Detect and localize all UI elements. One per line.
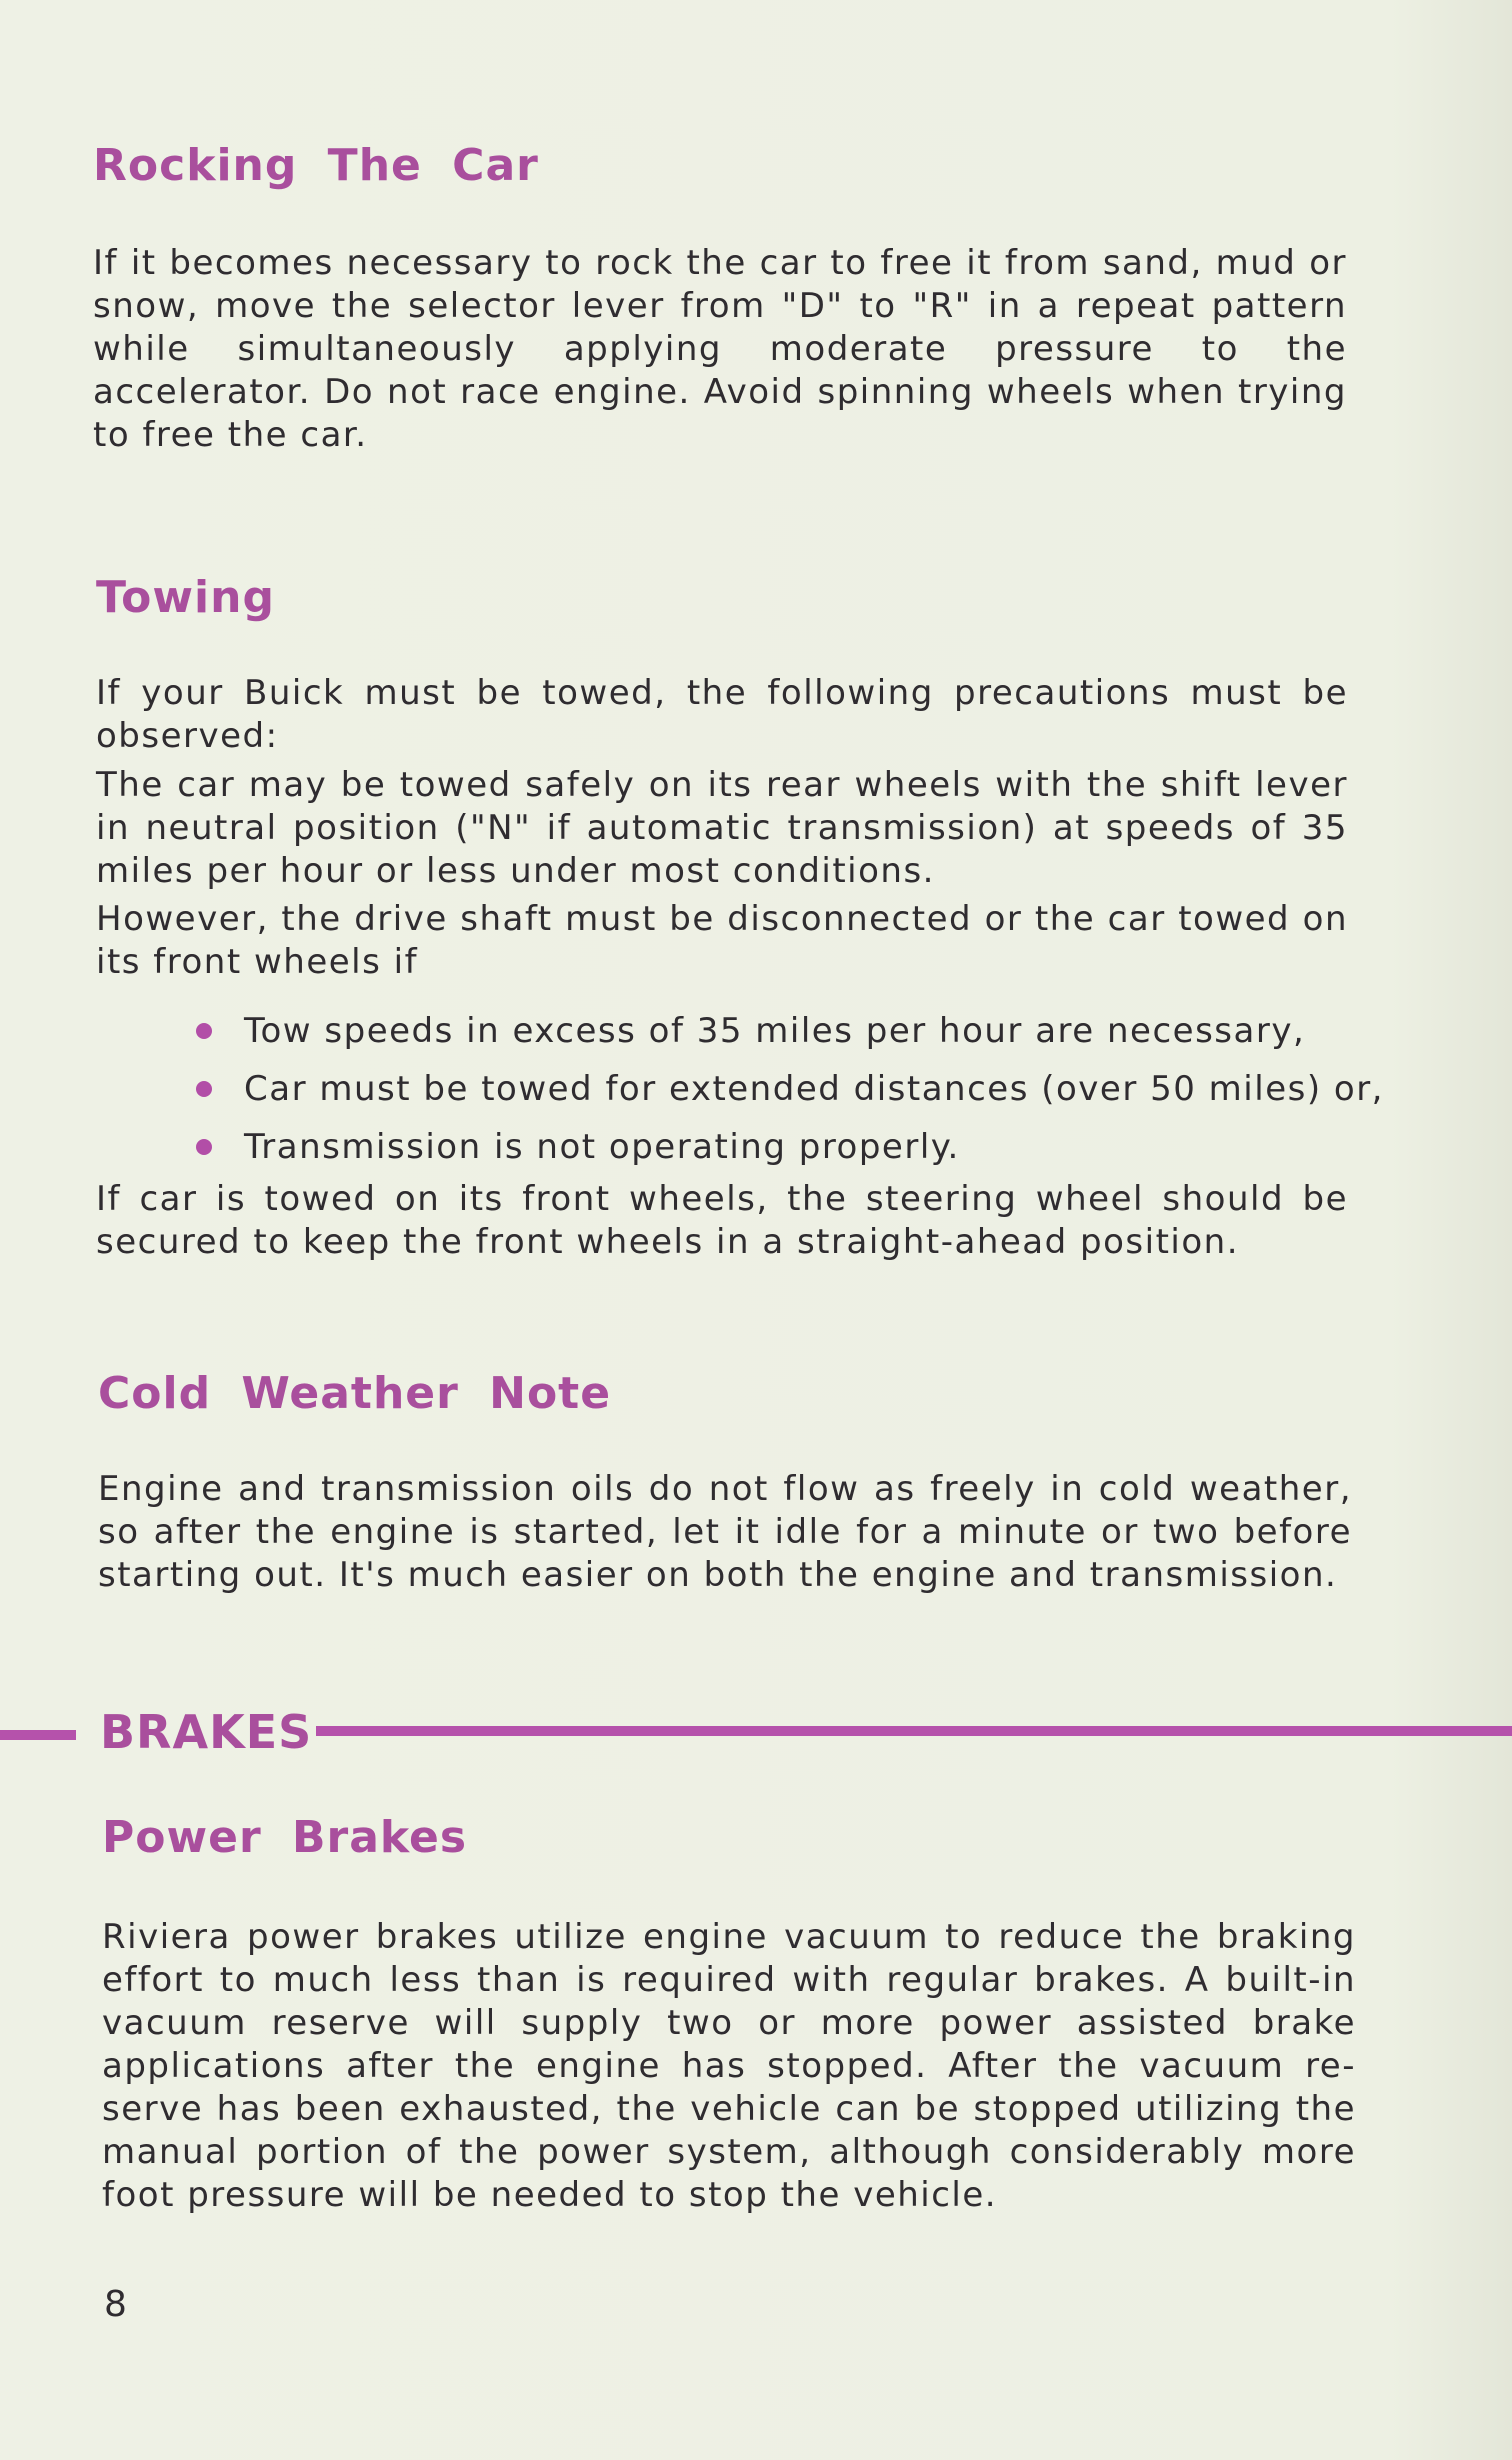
bullet-icon xyxy=(196,1081,212,1097)
power-brakes-heading: Power Brakes xyxy=(102,1812,468,1863)
list-item xyxy=(196,1060,1384,1118)
towing-front-wheels-paragraph: However, the drive shaft must be disconnected or the car towed on its front wheels if xyxy=(96,899,1348,982)
brakes-section-label: BRAKES xyxy=(100,1705,313,1759)
list-item-text: Car must be towed for extended distances (over 50 miles) or, xyxy=(244,1069,1384,1109)
list-item-text: Tow speeds in excess of 35 miles per hour are necessary, xyxy=(244,1011,1306,1051)
towing-steering-paragraph: If car is towed on its front wheels, the steering wheel should be secured to keep the front wheels in a straight-ahead position. xyxy=(96,1179,1348,1262)
towing-heading: Towing xyxy=(96,572,275,623)
towing-conditions-list xyxy=(196,1002,1384,1176)
section-rule-left xyxy=(0,1730,76,1740)
list-item-text: Transmission is not operating properly. xyxy=(244,1127,960,1167)
bullet-icon xyxy=(196,1023,212,1039)
power-brakes-body: Riviera power brakes utilize engine vacuum to reduce the braking effort to much less than is required with regular brakes. A built-in vacuum reserve will supply two or more power assisted brake applications after the engine has stopped. After the vacuum re-serve has been exhausted, the vehicle can be stopped utilizing the manual portion of the power system, although considerably more foot pressure will be needed to stop the vehicle. xyxy=(102,1917,1356,2215)
list-item xyxy=(196,1118,1384,1176)
towing-intro: If your Buick must be towed, the following precautions must be observed: xyxy=(96,673,1348,756)
towing-rear-wheels-paragraph: The car may be towed safely on its rear wheels with the shift lever in neutral position ("N" if automatic transmission) at speeds of 35 miles per hour or less under most conditions. xyxy=(96,765,1348,891)
bullet-icon xyxy=(196,1139,212,1155)
list-item xyxy=(196,1002,1384,1060)
cold-weather-body: Engine and transmission oils do not flow as freely in cold weather, so after the engine is started, let it idle for a minute or two before starting out. It's much easier on both the engine and transmission. xyxy=(98,1469,1352,1595)
cold-weather-heading: Cold Weather Note xyxy=(98,1368,612,1419)
page-number: 8 xyxy=(104,2284,127,2325)
section-rule-right xyxy=(316,1726,1512,1736)
rocking-body: If it becomes necessary to rock the car to free it from sand, mud or snow, move the selector lever from "D" to "R" in a repeat pattern while simultaneously applying moderate pressure to the accelerator. Do not race engine. Avoid spinning wheels when trying to free the car. xyxy=(93,243,1347,455)
rocking-heading: Rocking The Car xyxy=(93,140,539,191)
